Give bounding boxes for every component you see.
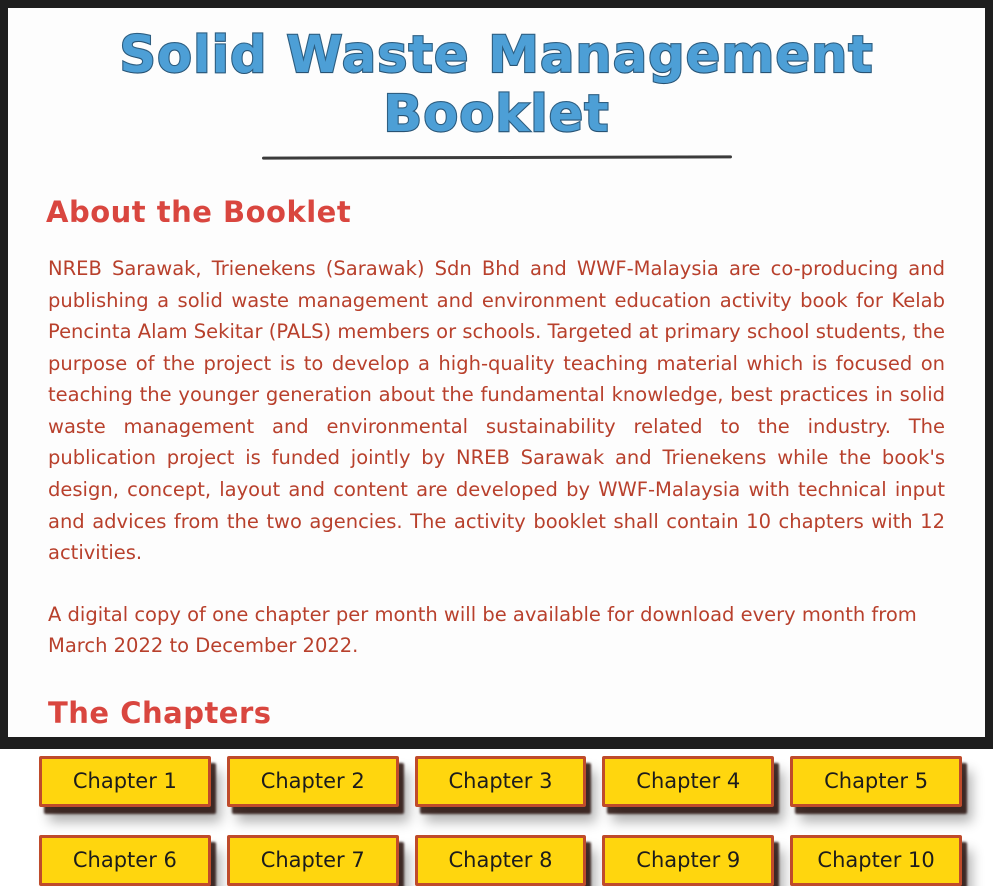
chapter-10-button[interactable]: Chapter 10 bbox=[790, 835, 962, 886]
about-heading: About the Booklet bbox=[46, 195, 352, 229]
chapter-9-button[interactable]: Chapter 9 bbox=[602, 835, 774, 886]
chapter-7-button[interactable]: Chapter 7 bbox=[227, 835, 399, 886]
about-paragraph: NREB Sarawak, Trienekens (Sarawak) Sdn Bhd and WWF-Malaysia are co-producing and publishing a solid waste management and environment education activity book for Kelab Pencinta Alam Sekitar (PALS) members or schools. Targeted at primary school students, the purpose of the project is to develop a high-quality teaching material which is focused on teaching the younger generation about the fundamental knowledge, best practices in solid waste management and environmental sustainability related to the industry. The publication project is funded jointly by NREB Sarawak and Trienekens while the book's design, concept, layout and content are developed by WWF-Malaysia with technical input and advices from the two agencies. The activity booklet shall contain 10 chapters with 12 activities. bbox=[48, 257, 945, 565]
download-schedule-paragraph: A digital copy of one chapter per month will be available for download every month from March 2022 to December 2022. bbox=[48, 602, 917, 658]
chapter-6-button[interactable]: Chapter 6 bbox=[39, 835, 211, 886]
chapters-heading: The Chapters bbox=[48, 695, 272, 730]
chapter-1-button[interactable]: Chapter 1 bbox=[39, 756, 211, 807]
header bbox=[8, 8, 985, 159]
title-underline bbox=[261, 155, 731, 159]
chapter-grid bbox=[39, 756, 962, 886]
chapter-2-button[interactable]: Chapter 2 bbox=[227, 756, 399, 807]
chapter-5-button[interactable]: Chapter 5 bbox=[790, 756, 962, 807]
chapter-4-button[interactable]: Chapter 4 bbox=[602, 756, 774, 807]
chapter-8-button[interactable]: Chapter 8 bbox=[415, 835, 587, 886]
chapter-3-button[interactable]: Chapter 3 bbox=[415, 756, 587, 807]
page-title: Solid Waste Management Booklet bbox=[119, 26, 874, 144]
